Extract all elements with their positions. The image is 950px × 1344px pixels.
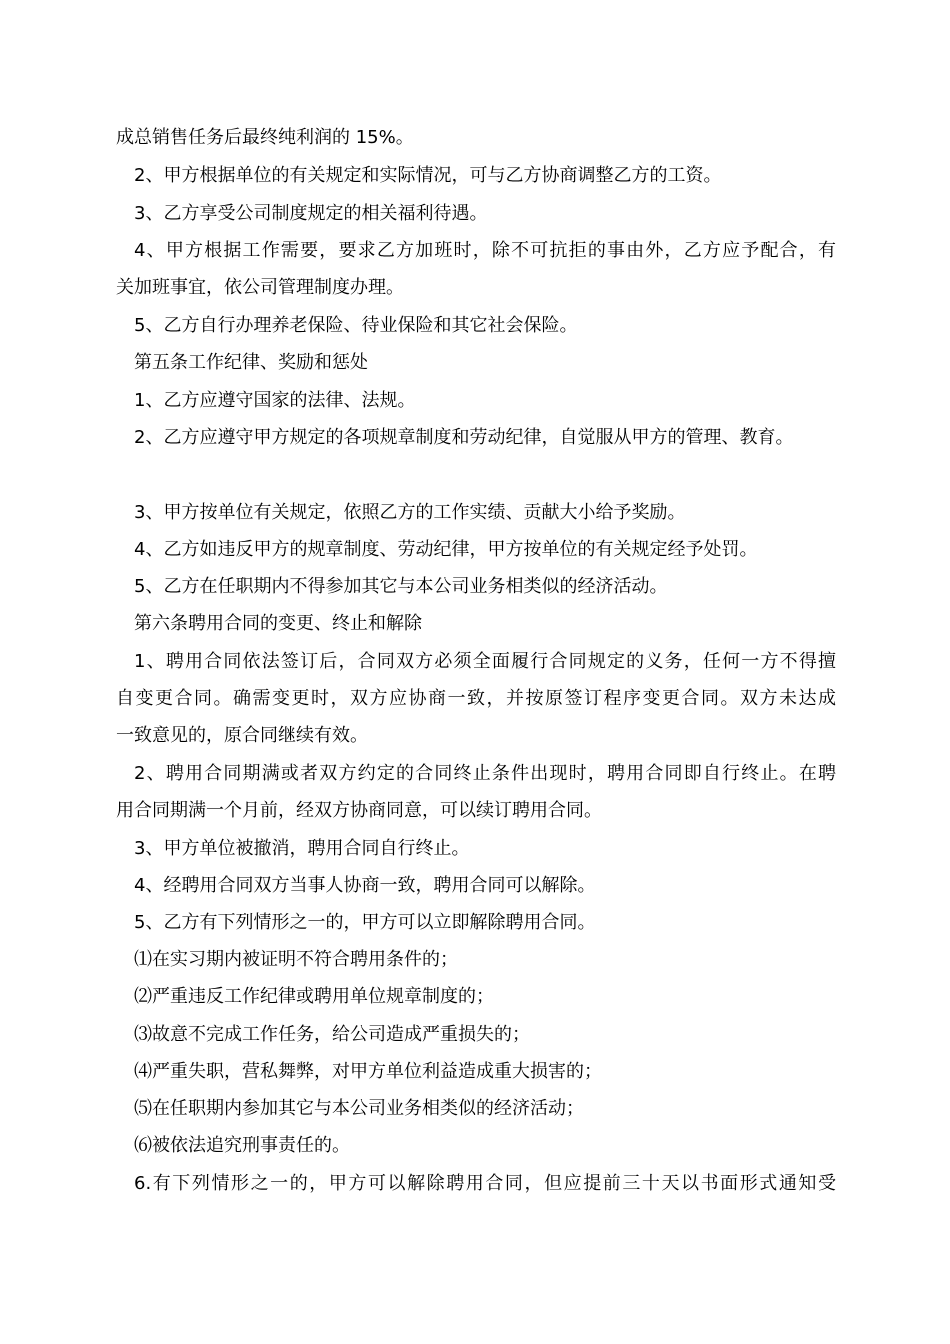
text-line: 3、乙方享受公司制度规定的相关福利待遇。: [134, 203, 488, 224]
text-line: 1、聘用合同依法签订后，合同双方必须全面履行合同规定的义务，任何一方不得擅: [134, 651, 836, 672]
text-line: 2、甲方根据单位的有关规定和实际情况，可与乙方协商调整乙方的工资。: [134, 165, 722, 186]
text-line: 1、乙方应遵守国家的法律、法规。: [134, 390, 416, 411]
list-item: ⑷严重失职，营私舞弊，对甲方单位利益造成重大损害的；: [134, 1061, 602, 1082]
text-line: 4、甲方根据工作需要，要求乙方加班时，除不可抗拒的事由外，乙方应予配合，有: [134, 240, 836, 261]
text-line: 6.有下列情形之一的，甲方可以解除聘用合同，但应提前三十天以书面形式通知受: [134, 1173, 836, 1194]
text-line: 5、乙方在任职期内不得参加其它与本公司业务相类似的经济活动。: [134, 576, 668, 597]
list-item: ⑸在任职期内参加其它与本公司业务相类似的经济活动；: [134, 1098, 584, 1119]
text-line: 用合同期满一个月前，经双方协商同意，可以续订聘用合同。: [116, 800, 602, 821]
text-line: 3、甲方按单位有关规定，依照乙方的工作实绩、贡献大小给予奖励。: [134, 502, 686, 523]
text-line: 5、乙方自行办理养老保险、待业保险和其它社会保险。: [134, 315, 578, 336]
text-line: 成总销售任务后最终纯利润的 15%。: [116, 127, 414, 148]
text-line: 4、经聘用合同双方当事人协商一致，聘用合同可以解除。: [134, 875, 596, 896]
text-line: 一致意见的，原合同继续有效。: [116, 725, 368, 746]
text-line: 2、乙方应遵守甲方规定的各项规章制度和劳动纪律，自觉服从甲方的管理、教育。: [134, 427, 794, 448]
list-item: ⑶故意不完成工作任务，给公司造成严重损失的；: [134, 1024, 530, 1045]
text-line: 5、乙方有下列情形之一的，甲方可以立即解除聘用合同。: [134, 912, 596, 933]
text-line: 关加班事宜，依公司管理制度办理。: [116, 277, 404, 298]
section-heading: 第五条工作纪律、奖励和惩处: [134, 352, 368, 373]
text-line: 自变更合同。确需变更时，双方应协商一致，并按原签订程序变更合同。双方未达成: [116, 688, 836, 709]
list-item: ⑴在实习期内被证明不符合聘用条件的；: [134, 949, 458, 970]
list-item: ⑹被依法追究刑事责任的。: [134, 1135, 350, 1156]
text-line: 4、乙方如违反甲方的规章制度、劳动纪律，甲方按单位的有关规定经予处罚。: [134, 539, 758, 560]
text-line: 2、聘用合同期满或者双方约定的合同终止条件出现时，聘用合同即自行终止。在聘: [134, 763, 836, 784]
list-item: ⑵严重违反工作纪律或聘用单位规章制度的；: [134, 986, 494, 1007]
text-line: 3、甲方单位被撤消，聘用合同自行终止。: [134, 838, 470, 859]
section-heading: 第六条聘用合同的变更、终止和解除: [134, 613, 422, 634]
